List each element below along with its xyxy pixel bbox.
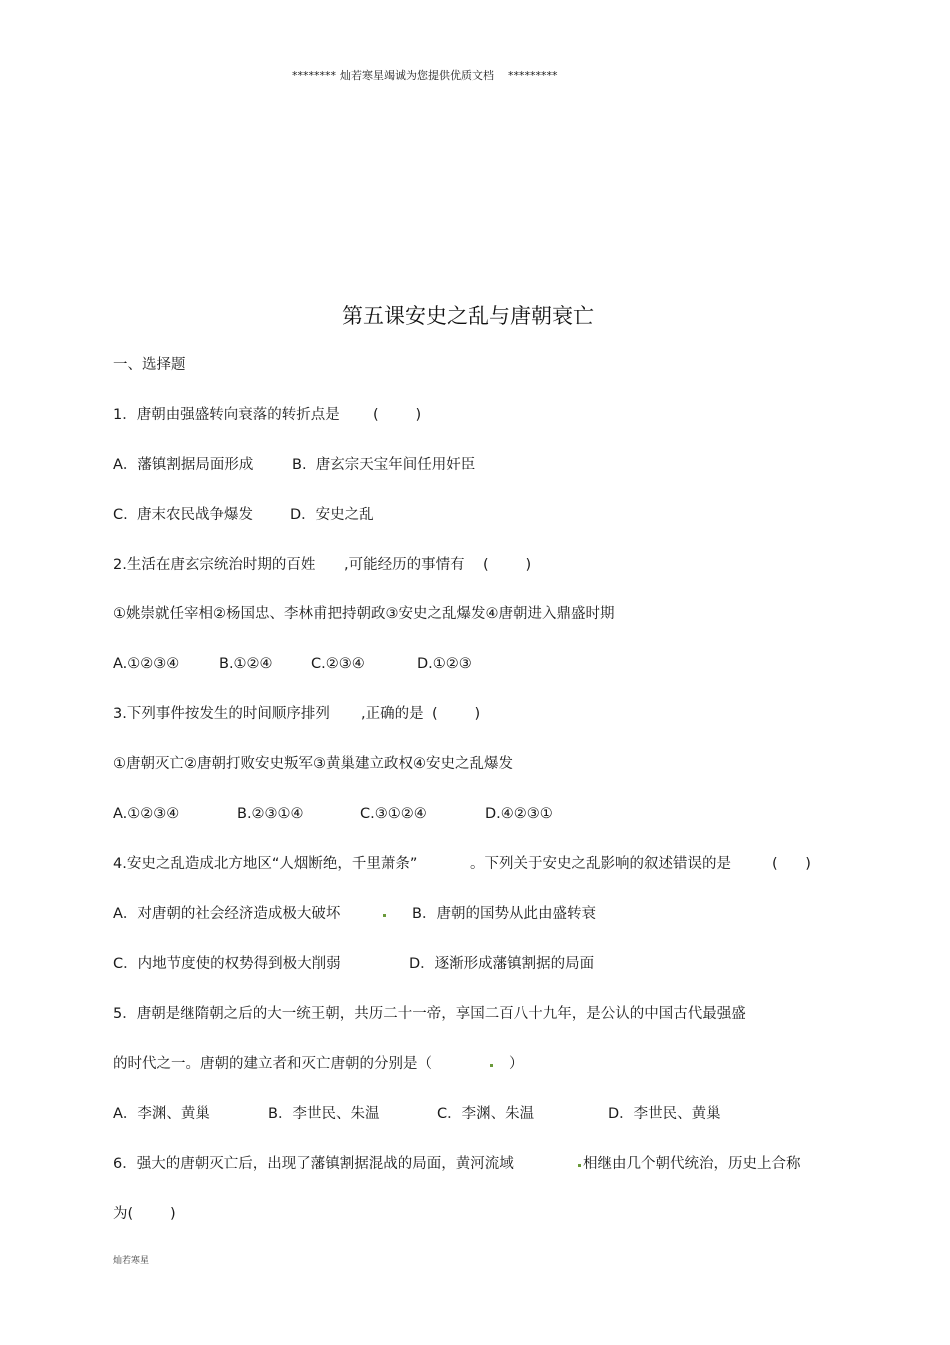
q2-paren: ( ) — [483, 557, 532, 573]
q5-option-d: D．李世民、黄巢 — [608, 1106, 721, 1122]
q5-option-b: B．李世民、朱温 — [268, 1106, 380, 1122]
page-title: 第五课安史之乱与唐朝衰亡 — [342, 304, 594, 328]
q2-stem-2: ,可能经历的事情有 — [344, 557, 465, 573]
q5-paren: ） — [509, 1056, 524, 1072]
q5-option-a: A．李渊、黄巢 — [113, 1106, 210, 1122]
q1-paren: ( ) — [373, 407, 422, 423]
footer-text: 灿若寒星 — [113, 1256, 150, 1266]
q3-items: ①唐朝灭亡②唐朝打败安史叛军③黄巢建立政权④安史之乱爆发 — [113, 756, 513, 772]
q3-option-c: C.③①②④ — [360, 806, 427, 822]
q4-paren: ( ) — [772, 856, 811, 872]
q2-option-c: C.②③④ — [311, 656, 365, 672]
q1-option-d: D．安史之乱 — [290, 507, 374, 523]
q2-option-d: D.①②③ — [417, 656, 472, 672]
q6-stem-2: 相继由几个朝代统治，历史上合称 — [583, 1156, 801, 1172]
q4-option-a: A．对唐朝的社会经济造成极大破坏 — [113, 906, 341, 922]
q1-stem: 1．唐朝由强盛转向衰落的转折点是 — [113, 407, 340, 423]
scan-speck — [578, 1164, 581, 1167]
section-heading: 一、选择题 — [113, 357, 186, 373]
q4-stem: 4.安史之乱造成北方地区“人烟断绝，千里萧条” — [113, 856, 418, 872]
q4-option-d: D．逐渐形成藩镇割据的局面 — [409, 956, 595, 972]
q5-stem-2: 的时代之一。唐朝的建立者和灭亡唐朝的分别是（ — [113, 1056, 432, 1072]
q3-stem: 3.下列事件按发生的时间顺序排列 — [113, 706, 330, 722]
q1-option-b: B. 唐玄宗天宝年间任用奸臣 — [292, 457, 476, 473]
q2-stem: 2.生活在唐玄宗统治时期的百姓 — [113, 557, 316, 573]
q6-stem: 6．强大的唐朝灭亡后，出现了藩镇割据混战的局面，黄河流域 — [113, 1156, 514, 1172]
q4-option-c: C．内地节度使的权势得到极大削弱 — [113, 956, 341, 972]
q3-stem-2: ,正确的是 — [361, 706, 424, 722]
q2-option-a: A.①②③④ — [113, 656, 180, 672]
q4-stem-2: 。下列关于安史之乱影响的叙述错误的是 — [470, 856, 731, 872]
q1-option-a: A．藩镇割据局面形成 — [113, 457, 254, 473]
q4-option-b: B．唐朝的国势从此由盛转衰 — [412, 906, 596, 922]
q3-paren: ( ) — [432, 706, 481, 722]
header-right-stars: ********* — [508, 69, 558, 82]
header-text: 灿若寒星竭诚为您提供优质文档 — [340, 69, 494, 82]
q5-stem: 5．唐朝是继隋朝之后的大一统王朝，共历二十一帝，享国二百八十九年，是公认的中国古代最强盛 — [113, 1006, 746, 1022]
header-left-stars: ******** — [292, 69, 336, 82]
scan-speck — [490, 1064, 493, 1067]
q6-stem-3: 为( ) — [113, 1206, 176, 1222]
q1-option-c: C. 唐末农民战争爆发 — [113, 507, 253, 523]
q2-option-b: B.①②④ — [219, 656, 273, 672]
q2-items: ①姚崇就任宰相②杨国忠、李林甫把持朝政③安史之乱爆发④唐朝进入鼎盛时期 — [113, 606, 615, 622]
q5-option-c: C．李渊、朱温 — [437, 1106, 535, 1122]
q3-option-b: B.②③①④ — [237, 806, 304, 822]
q3-option-d: D.④②③① — [485, 806, 553, 822]
scan-speck — [383, 914, 386, 917]
q3-option-a: A.①②③④ — [113, 806, 180, 822]
